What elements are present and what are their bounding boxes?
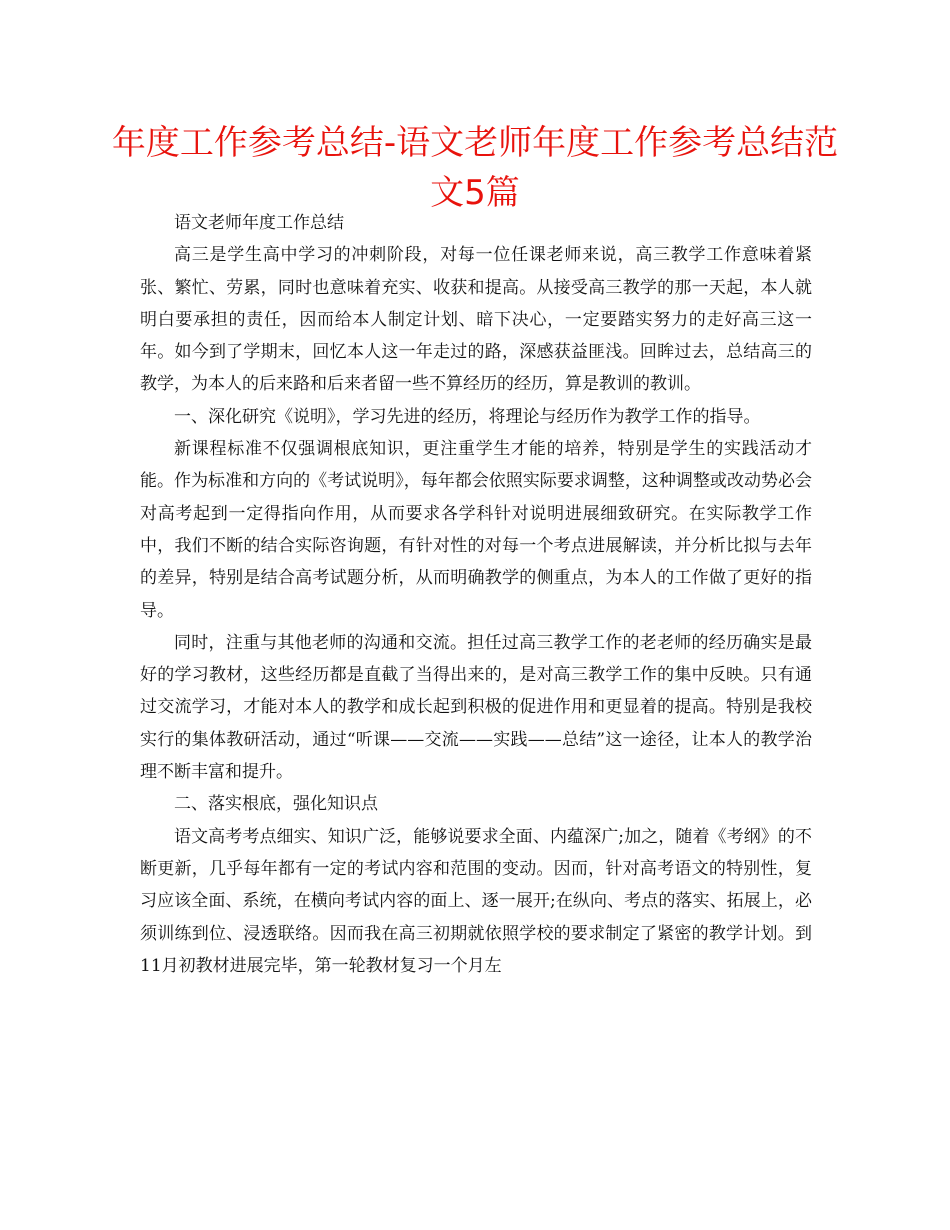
section-heading: 二、落实根底，强化知识点 [174, 794, 378, 815]
paragraph: 高三是学生高中学习的冲刺阶段，对每一位任课老师来说，高三教学工作意味着紧张、繁忙、劳累，同时也意味着充实、收获和提高。从接受高三教学的那一天起，本人就明白要承担的责任，因而给本人制定计划、暗下决心，一定要踏实努力的走好高三这一年。如今到了学期末，回忆本人这一年走过的路，深感获益匪浅。回眸过去，总结高三的教学，为本人的后来路和后来者留一些不算经历的经历，算是教训的教训。 [140, 245, 812, 395]
document-title: 年度工作参考总结-语文老师年度工作参考总结范文5篇 [111, 123, 839, 213]
paragraph: 语文高考考点细实、知识广泛，能够说要求全面、内蕴深广;加之，随着《考纲》的不断更新，几乎每年都有一定的考试内容和范围的变动。因而，针对高考语文的特别性，复习应该全面、系统，在横向考试内容的面上、逐一展开;在纵向、考点的落实、拓展上，必须训练到位、浸透联络。因而我在高三初期就依照学校的要求制定了紧密的教学计划。到11月初教材进展完毕，第一轮教材复习一个月左 [140, 826, 812, 976]
document-body [140, 207, 812, 982]
section-heading: 语文老师年度工作总结 [174, 213, 344, 233]
section-heading: 一、深化研究《说明》，学习先进的经历，将理论与经历作为教学工作的指导。 [174, 406, 761, 427]
paragraph: 同时，注重与其他老师的沟通和交流。担任过高三教学工作的老老师的经历确实是最好的学习教材，这些经历都是直截了当得出来的，是对高三教学工作的集中反映。只有通过交流学习，才能对本人的教学和成长起到积极的促进作用和更显着的提高。特别是我校实行的集体教研活动，通过“听课——交流——实践——总结”这一途径，让本人的教学治理不断丰富和提升。 [140, 632, 812, 783]
paragraph: 新课程标准不仅强调根底知识，更注重学生才能的培养，特别是学生的实践活动才能。作为标准和方向的《考试说明》，每年都会依照实际要求调整，这种调整或改动势必会对高考起到一定得指向作用，从而要求各学科针对说明进展细致研究。在实际教学工作中，我们不断的结合实际咨询题，有针对性的对每一个考点进展解读，并分析比拟与去年的差异，特别是结合高考试题分析，从而明确教学的侧重点，为本人的工作做了更好的指导。 [140, 439, 812, 621]
